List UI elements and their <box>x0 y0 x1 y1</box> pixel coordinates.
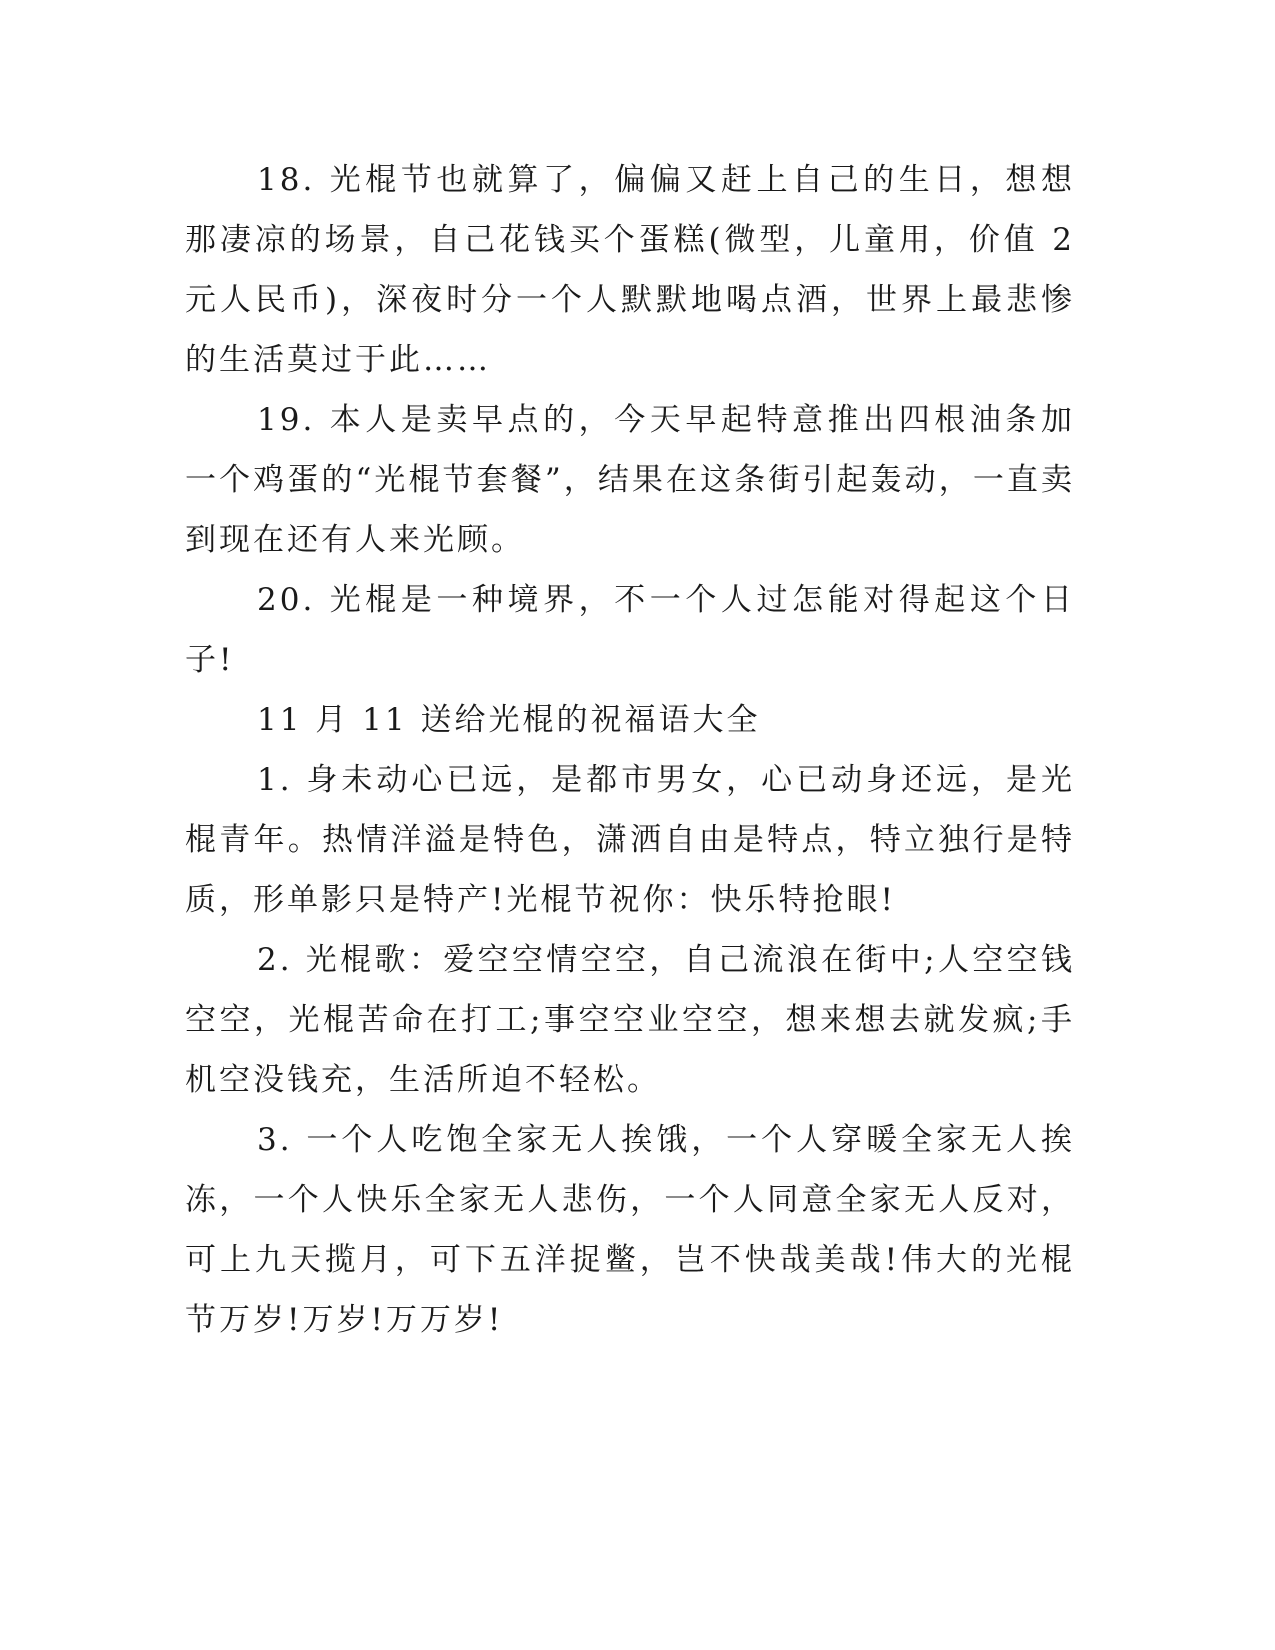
paragraph-item-20: 20. 光棍是一种境界，不一个人过怎能对得起这个日子! <box>185 582 1075 678</box>
document-body <box>185 150 1075 1350</box>
paragraph-item-2: 2. 光棍歌：爱空空情空空，自己流浪在街中;人空空钱空空，光棍苦命在打工;事空空业空空，想来想去就发疯;手机空没钱充，生活所迫不轻松。 <box>185 942 1075 1098</box>
section-heading: 11 月 11 送给光棍的祝福语大全 <box>257 702 761 738</box>
paragraph-item-18: 18. 光棍节也就算了，偏偏又赶上自己的生日，想想那凄凉的场景，自己花钱买个蛋糕(微型，儿童用，价值 2 元人民币)，深夜时分一个人默默地喝点酒，世界上最悲惨的生活莫过于此…… <box>185 162 1075 378</box>
paragraph-item-1: 1. 身未动心已远，是都市男女，心已动身还远，是光棍青年。热情洋溢是特色，潇洒自由是特点，特立独行是特质，形单影只是特产!光棍节祝你：快乐特抢眼! <box>185 762 1075 918</box>
paragraph-item-19: 19. 本人是卖早点的，今天早起特意推出四根油条加一个鸡蛋的“光棍节套餐”，结果在这条街引起轰动，一直卖到现在还有人来光顾。 <box>185 402 1075 558</box>
paragraph-item-3: 3. 一个人吃饱全家无人挨饿，一个人穿暖全家无人挨冻，一个人快乐全家无人悲伤，一个人同意全家无人反对，可上九天揽月，可下五洋捉鳖，岂不快哉美哉!伟大的光棍节万岁!万岁!万万岁! <box>185 1122 1075 1338</box>
